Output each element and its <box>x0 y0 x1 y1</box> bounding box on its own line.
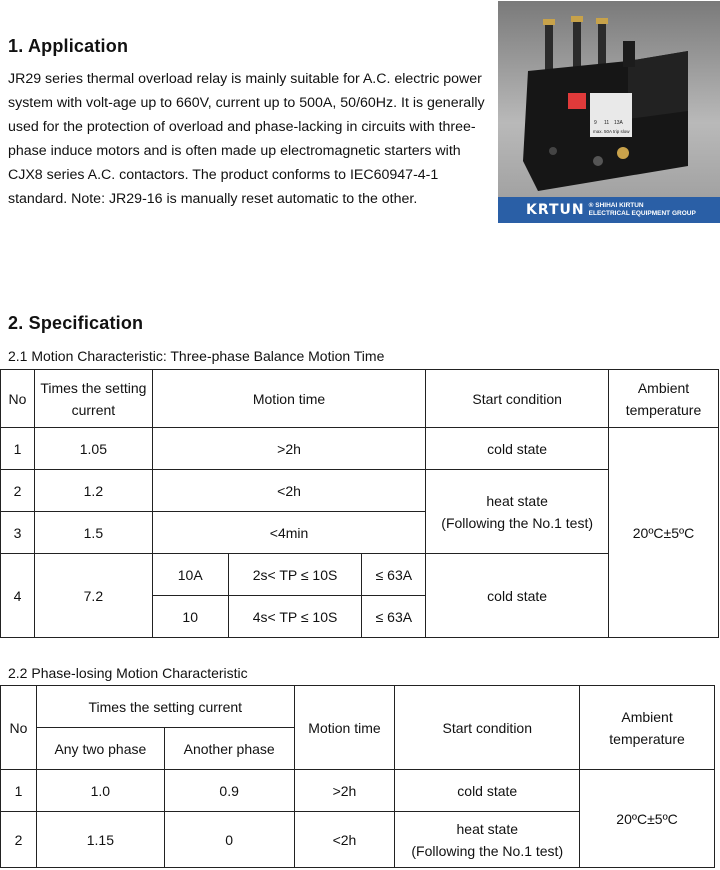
brand-logo: KRTUN <box>526 202 585 218</box>
relay-scale-label: 11 <box>604 120 610 126</box>
cell-trip-time: 4s< TP ≤ 10S <box>228 596 362 638</box>
header-ambient: Ambient temperature <box>609 370 719 428</box>
cell-start: heat state (Following the No.1 test) <box>426 470 609 554</box>
table-header-row <box>1 370 719 428</box>
cell-no: 2 <box>1 470 35 512</box>
cell-no: 2 <box>1 812 37 868</box>
brand-bar <box>498 197 720 223</box>
relay-rating-label: max. 50A trip slow <box>593 129 630 134</box>
cell-start: cold state <box>395 770 580 812</box>
relay-scale-label: 13A <box>614 120 623 126</box>
motion-characteristic-table <box>0 369 719 638</box>
cell-current: 10A <box>152 554 228 596</box>
header-motion-time: Motion time <box>152 370 426 428</box>
cell-no: 3 <box>1 512 35 554</box>
phase-losing-table <box>0 685 715 868</box>
cell-any-two: 1.0 <box>36 770 164 812</box>
header-times: Times the setting current <box>36 686 294 728</box>
table1-caption: 2.1 Motion Characteristic: Three-phase Balance Motion Time <box>8 348 385 364</box>
header-motion-time: Motion time <box>294 686 395 770</box>
cell-ambient: 20ºC±5ºC <box>609 428 719 638</box>
cell-times: 7.2 <box>34 554 152 638</box>
cell-trip-time: 2s< TP ≤ 10S <box>228 554 362 596</box>
cell-current: 10 <box>152 596 228 638</box>
cell-motion: >2h <box>152 428 426 470</box>
header-ambient: Ambient temperature <box>580 686 715 770</box>
cell-any-two: 1.15 <box>36 812 164 868</box>
cell-another: 0.9 <box>164 770 294 812</box>
header-no: No <box>1 370 35 428</box>
cell-ambient: 20ºC±5ºC <box>580 770 715 868</box>
product-photo <box>498 1 720 223</box>
table-header-row <box>1 686 715 728</box>
cell-range: ≤ 63A <box>362 596 426 638</box>
cell-times: 1.5 <box>34 512 152 554</box>
cell-times: 1.05 <box>34 428 152 470</box>
header-times: Times the setting current <box>34 370 152 428</box>
cell-range: ≤ 63A <box>362 554 426 596</box>
cell-start: cold state <box>426 428 609 470</box>
brand-text <box>589 202 696 218</box>
cell-motion: <2h <box>152 470 426 512</box>
cell-no: 1 <box>1 770 37 812</box>
application-heading: 1. Application <box>8 36 129 56</box>
specification-heading: 2. Specification <box>8 313 144 333</box>
cell-times: 1.2 <box>34 470 152 512</box>
application-paragraph: JR29 series thermal overload relay is mainly suitable for A.C. electric power system with volt-age up to 660V, current up to 500A, 50/60Hz. It is generally used for the protection of overload and phase-lacking in circuits with three-phase induce motors and is often made up electromagnetic starters with CJX8 series A.C. contactors. The product conforms to IEC60947-4-1 standard. Note: JR29-16 is manually reset automatic to the other. <box>8 71 485 207</box>
header-start-condition: Start condition <box>426 370 609 428</box>
cell-motion: <2h <box>294 812 395 868</box>
relay-illustration <box>498 1 720 197</box>
header-any-two-phase: Any two phase <box>36 728 164 770</box>
cell-motion: <4min <box>152 512 426 554</box>
header-no: No <box>1 686 37 770</box>
cell-no: 1 <box>1 428 35 470</box>
brand-line-2: ELECTRICAL EQUIPMENT GROUP <box>588 210 696 217</box>
brand-line-1: ® SHIHAI KIRTUN <box>588 202 644 209</box>
cell-start: heat state (Following the No.1 test) <box>395 812 580 868</box>
cell-motion: >2h <box>294 770 395 812</box>
cell-another: 0 <box>164 812 294 868</box>
table-row <box>1 428 719 470</box>
header-start-condition: Start condition <box>395 686 580 770</box>
table-row <box>1 770 715 812</box>
cell-no: 4 <box>1 554 35 638</box>
relay-scale-label: 9 <box>594 120 597 126</box>
header-another-phase: Another phase <box>164 728 294 770</box>
cell-start: cold state <box>426 554 609 638</box>
table2-caption: 2.2 Phase-losing Motion Characteristic <box>8 665 248 681</box>
